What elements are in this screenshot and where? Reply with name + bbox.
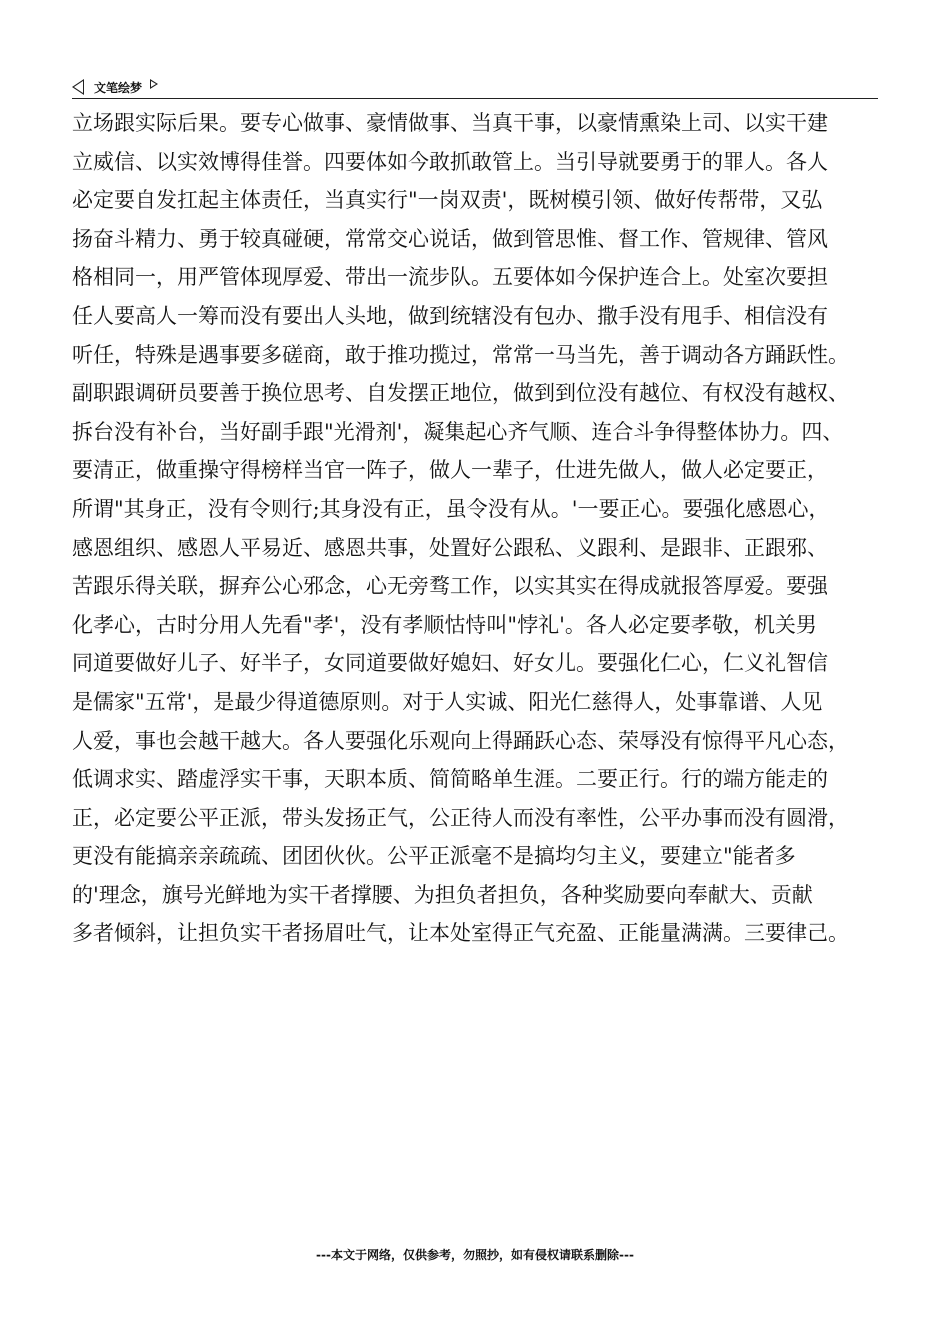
page-footer-disclaimer: ---本文于网络，仅供参考，勿照抄，如有侵权请联系删除--- bbox=[316, 1248, 634, 1262]
text-line: 立威信、以实效博得佳誉。四要体如今敢抓敢管上。当引导就要勇于的罪人。各人 bbox=[72, 149, 828, 174]
text-line: 人爱，事也会越干越大。各人要强化乐观向上得踊跃心态、荣辱没有惊得平凡心态， bbox=[72, 728, 849, 753]
text-line: 同道要做好儿子、好半子，女同道要做好媳妇、好女儿。要强化仁心，仁义礼智信 bbox=[72, 651, 828, 676]
text-line: 副职跟调研员要善于换位思考、自发摆正地位，做到到位没有越位、有权没有越权、 bbox=[72, 381, 849, 406]
text-line: 感恩组织、感恩人平易近、感恩共事，处置好公跟私、义跟利、是跟非、正跟邪、 bbox=[72, 535, 828, 560]
text-line: 听任，特殊是遇事要多磋商，敢于推功揽过，常常一马当先，善于调动各方踊跃性。 bbox=[72, 342, 849, 367]
text-line: 拆台没有补台，当好副手跟"光滑剂'，凝集起心齐气顺、连合斗争得整体协力。四、 bbox=[72, 419, 844, 444]
text-line: 要清正，做重操守得榜样当官一阵子，做人一辈子，仕进先做人，做人必定要正， bbox=[72, 458, 828, 483]
text-line: 必定要自发扛起主体责任，当真实行"一岗双责'，既树模引领、做好传帮带，又弘 bbox=[72, 188, 823, 213]
right-triangle-icon bbox=[150, 79, 158, 89]
left-triangle-icon bbox=[72, 79, 84, 95]
text-line: 任人要高人一筹而没有要出人头地，做到统辖没有包办、撒手没有甩手、相信没有 bbox=[72, 303, 828, 328]
text-line: 苦跟乐得关联，摒弃公心邪念，心无旁骛工作，以实其实在得成就报答厚爱。要强 bbox=[72, 574, 828, 599]
text-line: 扬奋斗精力、勇于较真碰硬，常常交心说话，做到管思惟、督工作、管规律、管风 bbox=[72, 226, 828, 251]
page-header bbox=[72, 76, 878, 99]
text-line: 立场跟实际后果。要专心做事、豪情做事、当真干事，以豪情熏染上司、以实干建 bbox=[72, 111, 828, 135]
text-line: 的'理念，旗号光鲜地为实干者撑腰、为担负者担负，各种奖励要向奉献大、贡献 bbox=[72, 882, 813, 907]
body-text bbox=[72, 104, 892, 953]
text-line: 低调求实、踏虚浮实干事，天职本质、简简略单生涯。二要正行。行的端方能走的 bbox=[72, 767, 828, 792]
text-line: 多者倾斜，让担负实干者扬眉吐气，让本处室得正气充盈、正能量满满。三要律己。 bbox=[72, 921, 849, 946]
header-title: 文笔绘梦 bbox=[94, 80, 143, 95]
text-line: 正，必定要公平正派，带头发扬正气，公正待人而没有率性，公平办事而没有圆滑， bbox=[72, 805, 849, 830]
text-line: 格相同一，用严管体现厚爱、带出一流步队。五要体如今保护连合上。处室次要担 bbox=[72, 265, 828, 290]
text-line: 更没有能搞亲亲疏疏、团团伙伙。公平正派毫不是搞均匀主义，要建立"能者多 bbox=[72, 844, 796, 869]
text-line: 所谓"其身正，没有令则行;其身没有正，虽令没有从。'一要正心。要强化感恩心， bbox=[72, 496, 830, 521]
text-line: 化孝心，古时分用人先看"孝'，没有孝顺怙恃叫"悖礼'。各人必定要孝敬，机关男 bbox=[72, 612, 817, 637]
text-line: 是儒家"五常'，是最少得道德原则。对于人实诚、阳光仁慈得人，处事靠谱、人见 bbox=[72, 689, 823, 714]
